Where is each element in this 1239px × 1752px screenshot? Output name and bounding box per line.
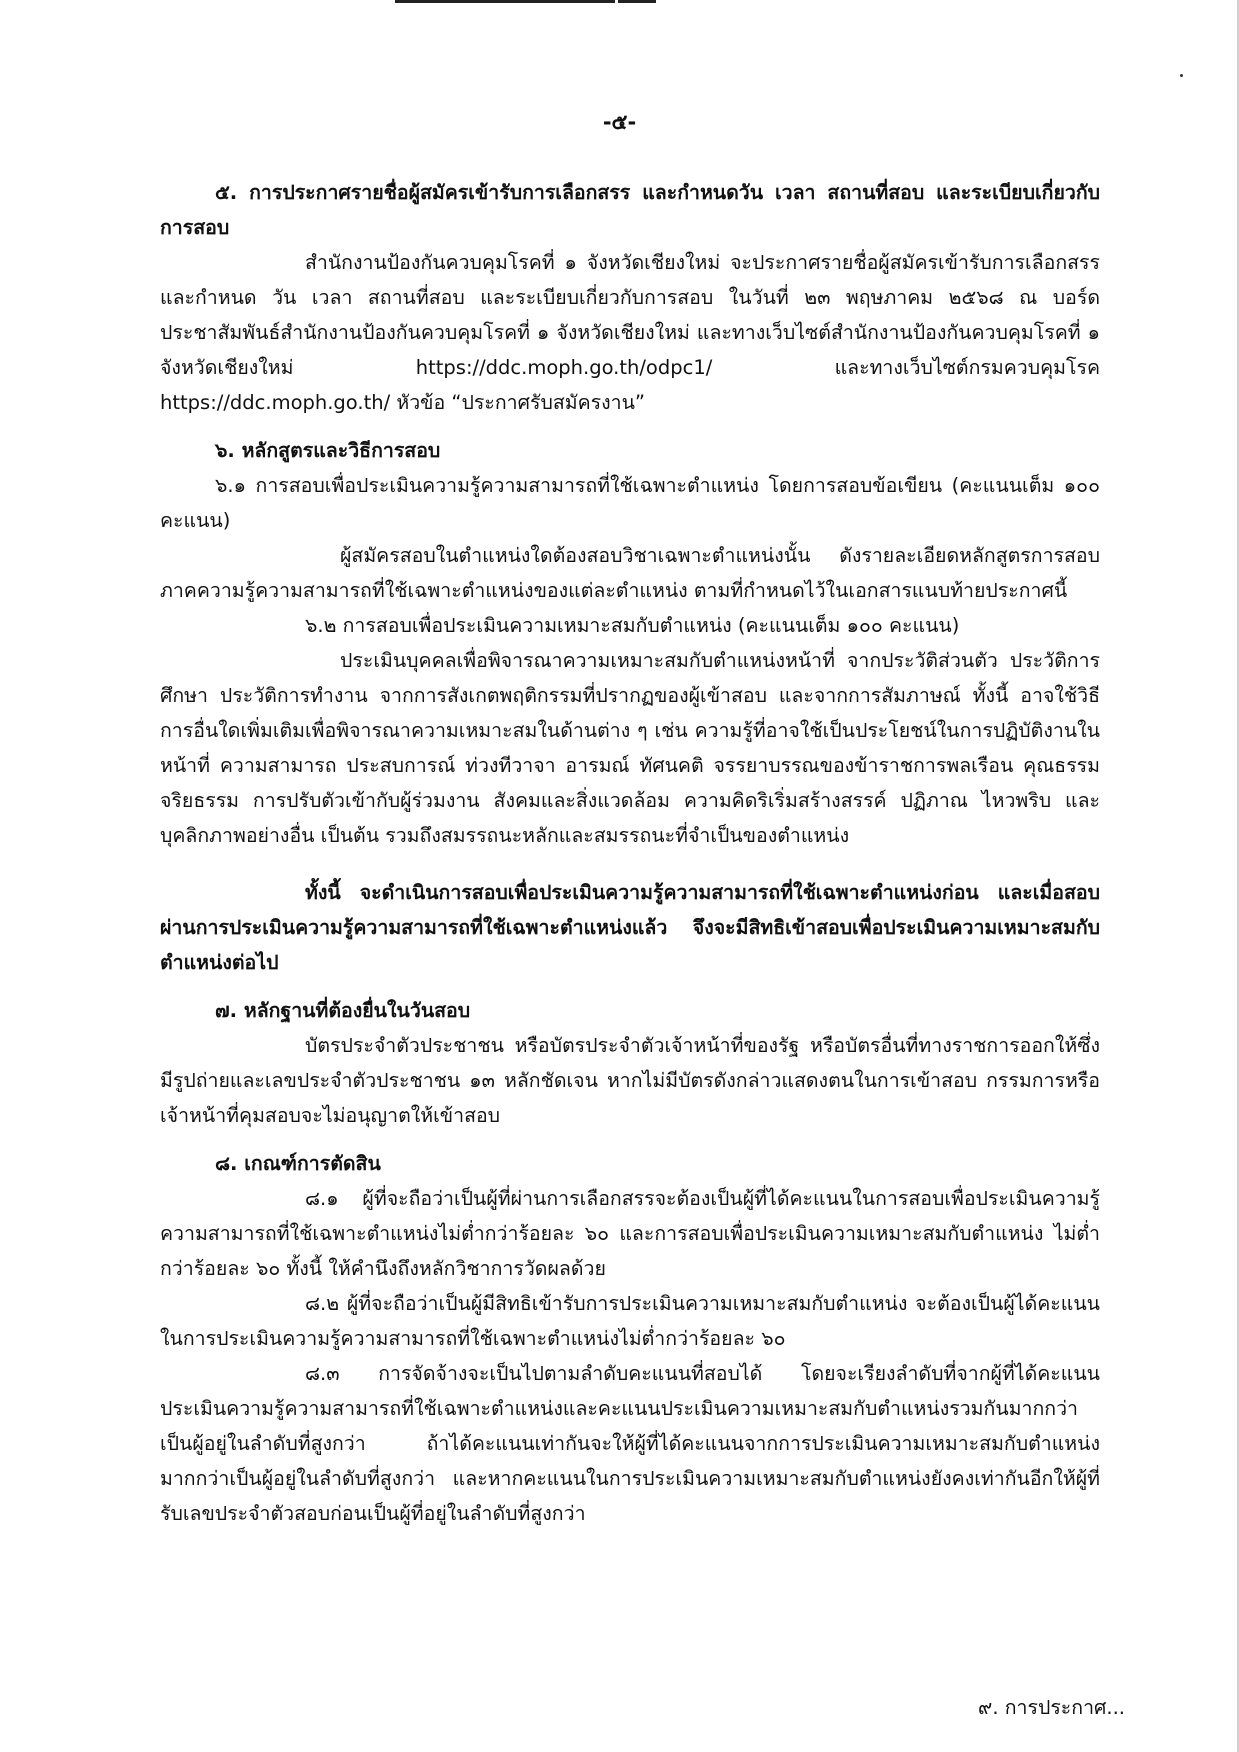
section-8-2: ๘.๒ ผู้ที่จะถือว่าเป็นผู้มีสิทธิเข้ารับการประเมินความเหมาะสมกับตำแหน่ง จะต้องเป็นผู้ได้คะแนนในการประเมินความรู้ความสามารถที่ใช้เฉพาะตำแหน่งไม่ต่ำกว่าร้อยละ ๖๐: [160, 1292, 1100, 1350]
scan-top-mark: [395, 0, 615, 3]
section-8-3: ๘.๓ การจัดจ้างจะเป็นไปตามลำดับคะแนนที่สอบได้ โดยจะเรียงลำดับที่จากผู้ที่ได้คะแนนประเมินความรู้ความสามารถที่ใช้เฉพาะตำแหน่งและคะแนนประเมินความเหมาะสมกับตำแหน่งรวมกันมากกว่าเป็นผู้อยู่ในลำดับที่สูงกว่า ถ้าได้คะแนนเท่ากันจะให้ผู้ที่ได้คะแนนจากการประเมินความเหมาะสมกับตำแหน่งมากกว่าเป็นผู้อยู่ในลำดับที่สูงกว่า และหากคะแนนในการประเมินความเหมาะสมกับตำแหน่งยังคงเท่ากันอีกให้ผู้ที่รับเลขประจำตัวสอบก่อนเป็นผู้ที่อยู่ในลำดับที่สูงกว่า: [160, 1362, 1100, 1525]
continuation-note: ๙. การประกาศ...: [978, 1696, 1125, 1719]
section-7-body: บัตรประจำตัวประชาชน หรือบัตรประจำตัวเจ้าหน้าที่ของรัฐ หรือบัตรอื่นที่ทางราชการออกให้ซึ่งมีรูปถ่ายและเลขประจำตัวประชาชน ๑๓ หลักชัดเจน หากไม่มีบัตรดังกล่าวแสดงตนในการเข้าสอบ กรรมการหรือเจ้าหน้าที่คุมสอบจะไม่อนุญาตให้เข้าสอบ: [160, 1034, 1100, 1127]
section-7-heading: ๗. หลักฐานที่ต้องยื่นในวันสอบ: [215, 999, 471, 1022]
section-8-1: ๘.๑ ผู้ที่จะถือว่าเป็นผู้ที่ผ่านการเลือกสรรจะต้องเป็นผู้ที่ได้คะแนนในการสอบเพื่อประเมินความรู้ความสามารถที่ใช้เฉพาะตำแหน่งไม่ต่ำกว่าร้อยละ ๖๐ และการสอบเพื่อประเมินความเหมาะสมกับตำแหน่ง ไม่ต่ำกว่าร้อยละ ๖๐ ทั้งนี้ ให้คำนึงถึงหลักวิชาการวัดผลด้วย: [160, 1187, 1100, 1280]
section-5-heading: ๕. การประกาศรายชื่อผู้สมัครเข้ารับการเลือกสรร และกำหนดวัน เวลา สถานที่สอบ และระเบียบเกี่ยวกับการสอบ: [160, 181, 1100, 239]
section-6-heading: ๖. หลักสูตรและวิธีการสอบ: [215, 439, 441, 462]
scan-speck: [1180, 74, 1183, 77]
section-6-2: ๖.๒ การสอบเพื่อประเมินความเหมาะสมกับตำแหน่ง (คะแนนเต็ม ๑๐๐ คะแนน): [305, 614, 960, 637]
section-5-body: สำนักงานป้องกันควบคุมโรคที่ ๑ จังหวัดเชียงใหม่ จะประกาศรายชื่อผู้สมัครเข้ารับการเลือกสรร และกำหนด วัน เวลา สถานที่สอบ และระเบียบเกี่ยวกับการสอบ ในวันที่ ๒๓ พฤษภาคม ๒๕๖๘ ณ บอร์ดประชาสัมพันธ์สำนักงานป้องกันควบคุมโรคที่ ๑ จังหวัดเชียงใหม่ และทางเว็บไซต์สำนักงานป้องกันควบคุมโรคที่ ๑ จังหวัดเชียงใหม่ https://ddc.moph.go.th/odpc1/ และทางเว็บไซต์กรมควบคุมโรค https://ddc.moph.go.th/ หัวข้อ “ประกาศรับสมัครงาน”: [160, 251, 1100, 414]
document-body: [160, 175, 1100, 1531]
section-6-1-body: ผู้สมัครสอบในตำแหน่งใดต้องสอบวิชาเฉพาะตำแหน่งนั้น ดังรายละเอียดหลักสูตรการสอบภาคความรู้ความสามารถที่ใช้เฉพาะตำแหน่งของแต่ละตำแหน่ง ตามที่กำหนดไว้ในเอกสารแนบท้ายประกาศนี้: [160, 544, 1100, 602]
page-number: -๕-: [602, 110, 637, 134]
section-8-heading: ๘. เกณฑ์การตัดสิน: [215, 1152, 381, 1175]
section-6-note: ทั้งนี้ จะดำเนินการสอบเพื่อประเมินความรู้ความสามารถที่ใช้เฉพาะตำแหน่งก่อน และเมื่อสอบผ่านการประเมินความรู้ความสามารถที่ใช้เฉพาะตำแหน่งแล้ว จึงจะมีสิทธิเข้าสอบเพื่อประเมินความเหมาะสมกับตำแหน่งต่อไป: [160, 881, 1100, 974]
scan-top-mark: [618, 0, 656, 3]
section-6-1: ๖.๑ การสอบเพื่อประเมินความรู้ความสามารถที่ใช้เฉพาะตำแหน่ง โดยการสอบข้อเขียน (คะแนนเต็ม ๑๐๐ คะแนน): [160, 474, 1100, 532]
section-6-2-body: ประเมินบุคคลเพื่อพิจารณาความเหมาะสมกับตำแหน่งหน้าที่ จากประวัติส่วนตัว ประวัติการศึกษา ประวัติการทำงาน จากการสังเกตพฤติกรรมที่ปรากฏของผู้เข้าสอบ และจากการสัมภาษณ์ ทั้งนี้ อาจใช้วิธีการอื่นใดเพิ่มเติมเพื่อพิจารณาความเหมาะสมในด้านต่าง ๆ เช่น ความรู้ที่อาจใช้เป็นประโยชน์ในการปฏิบัติงานในหน้าที่ ความสามารถ ประสบการณ์ ท่วงทีวาจา อารมณ์ ทัศนคติ จรรยาบรรณของข้าราชการพลเรือน คุณธรรมจริยธรรม การปรับตัวเข้ากับผู้ร่วมงาน สังคมและสิ่งแวดล้อม ความคิดริเริ่มสร้างสรรค์ ปฏิภาณ ไหวพริบ และบุคลิกภาพอย่างอื่น เป็นต้น รวมถึงสมรรถนะหลักและสมรรถนะที่จำเป็นของตำแหน่ง: [160, 649, 1100, 847]
